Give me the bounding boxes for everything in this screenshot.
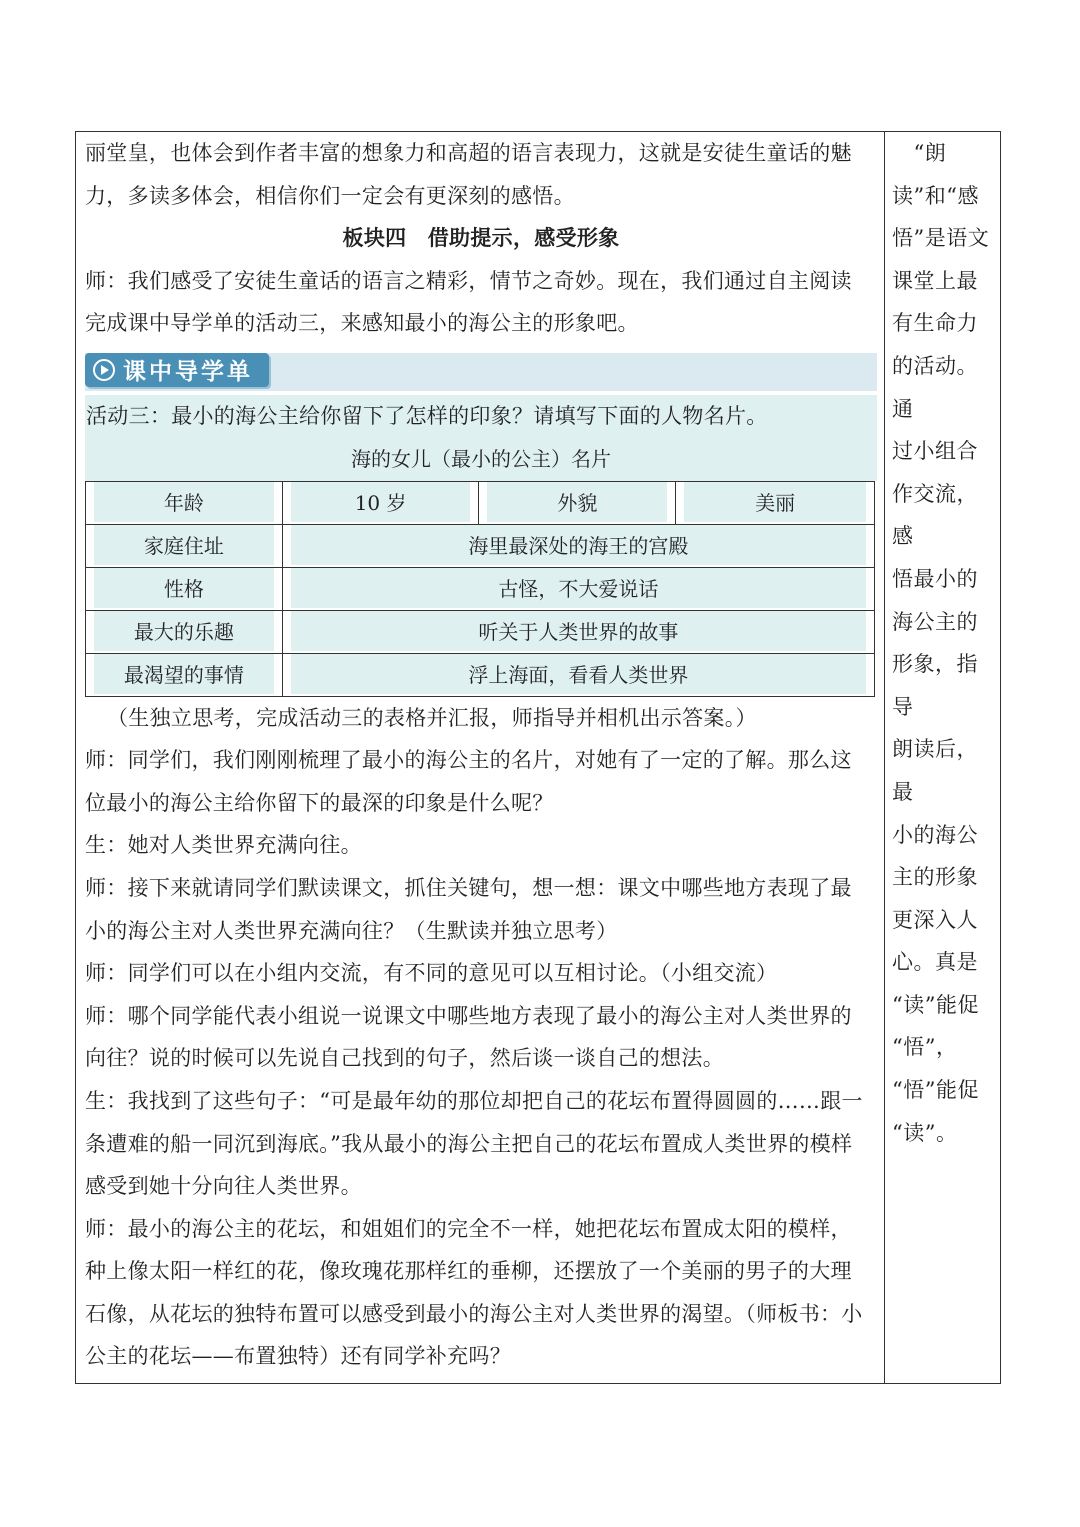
dialogue-line: 感受到她十分向往人类世界。 (85, 1174, 362, 1199)
intro-line-1: 丽堂皇，也体会到作者丰富的想象力和高超的语言表现力，这就是安徒生童话的魅 (85, 141, 852, 165)
section-heading: 板块四 借助提示，感受形象 (342, 225, 620, 251)
play-circle-icon (93, 359, 115, 381)
side-commentary-column (892, 132, 994, 1154)
card-title: 海的女儿（最小的公主）名片 (351, 446, 611, 471)
table-cell-label: 年龄 (86, 481, 283, 524)
table-cell-label: 最大的乐趣 (86, 610, 283, 653)
dialogue-line: 公主的花坛——布置独特）还有同学补充吗？ (85, 1344, 511, 1369)
table-cell-label: 最渴望的事情 (86, 653, 283, 696)
side-note-line: “悟”， (892, 1035, 958, 1060)
guide-banner (85, 353, 877, 391)
side-note-line: 海公主的 (892, 609, 978, 634)
side-note-line: 的活动。通 (892, 353, 978, 421)
side-note-line: “读”能促 (892, 992, 979, 1017)
side-note-line: 朗读后，最 (892, 737, 978, 804)
table-row (86, 524, 875, 567)
side-note-line: 悟最小的 (892, 566, 978, 591)
side-note-line: 心。真是 (892, 950, 978, 975)
teacher-intro-line-2: 完成课中导学单的活动三，来感知最小的海公主的形象吧。 (85, 311, 639, 336)
column-divider (884, 131, 885, 1384)
dialogue-block (85, 739, 877, 1378)
main-column (85, 132, 877, 1378)
table-cell-label: 性格 (86, 567, 283, 610)
character-card-table (85, 481, 875, 697)
side-note-line: 更深入人 (892, 907, 978, 932)
table-cell-label: 外貌 (479, 481, 676, 524)
table-row (86, 610, 875, 653)
table-cell-value: 浮上海面，看看人类世界 (282, 653, 874, 696)
side-note-line: 形象，指导 (892, 652, 978, 719)
side-note-line: 读”和“感 (892, 183, 979, 208)
dialogue-line: 生：我找到了这些句子：“可是最年幼的那位却把自己的花坛布置得圆圆的……跟一 (85, 1088, 863, 1113)
table-cell-label: 家庭住址 (86, 524, 283, 567)
dialogue-line: 生：她对人类世界充满向往。 (85, 833, 362, 858)
table-row (86, 481, 875, 524)
side-note-line: “朗 (892, 141, 947, 165)
table-cell-value: 10 岁 (282, 481, 479, 524)
dialogue-line: 师：同学们可以在小组内交流，有不同的意见可以互相讨论。（小组交流） (85, 961, 778, 986)
guide-banner-tag (85, 353, 269, 387)
table-cell-value: 古怪，不大爱说话 (282, 567, 874, 610)
dialogue-line: 师：哪个同学能代表小组说一说课文中哪些地方表现了最小的海公主对人类世界的 (85, 1003, 852, 1028)
table-row (86, 653, 875, 696)
dialogue-line: 种上像太阳一样红的花，像玫瑰花那样红的垂柳，还摆放了一个美丽的男子的大理 (85, 1259, 852, 1284)
activity-three-block (85, 395, 877, 481)
intro-line-2: 力，多读多体会，相信你们一定会有更深刻的感悟。 (85, 183, 575, 208)
side-note-line: 悟”是语文 (892, 226, 990, 251)
side-note-line: “读”。 (892, 1120, 958, 1145)
dialogue-line: 条遭难的船一同沉到海底。”我从最小的海公主把自己的花坛布置成人类世界的模样 (85, 1131, 853, 1156)
activity-note: （生独立思考，完成活动三的表格并汇报，师指导并相机出示答案。） (107, 705, 757, 730)
side-note-line: 有生命力 (892, 311, 978, 336)
dialogue-line: 师：最小的海公主的花坛，和姐姐们的完全不一样，她把花坛布置成太阳的模样， (85, 1216, 852, 1241)
guide-banner-label: 课中导学单 (123, 358, 253, 386)
side-note-line: 课堂上最 (892, 268, 978, 293)
side-note-line: “悟”能促 (892, 1078, 979, 1103)
side-note-line: 过小组合 (892, 439, 978, 464)
dialogue-line: 石像，从花坛的独特布置可以感受到最小的海公主对人类世界的渴望。（师板书：小 (85, 1301, 863, 1326)
side-note-line: 主的形象 (892, 865, 978, 890)
dialogue-line: 位最小的海公主给你留下的最深的印象是什么呢？ (85, 790, 554, 815)
dialogue-line: 师：接下来就请同学们默读课文，抓住关键句，想一想：课文中哪些地方表现了最 (85, 875, 852, 900)
table-cell-value: 美丽 (676, 481, 875, 524)
activity-prompt: 活动三：最小的海公主给你留下了怎样的印象？请填写下面的人物名片。 (86, 403, 768, 428)
teacher-intro-line-1: 师：我们感受了安徒生童话的语言之精彩，情节之奇妙。现在，我们通过自主阅读 (85, 268, 852, 293)
side-note-line: 小的海公 (892, 822, 978, 847)
dialogue-line: 师：同学们，我们刚刚梳理了最小的海公主的名片，对她有了一定的了解。那么这 (85, 748, 852, 773)
table-cell-value: 海里最深处的海王的宫殿 (282, 524, 874, 567)
dialogue-line: 小的海公主对人类世界充满向往？（生默读并独立思考） (85, 918, 618, 943)
table-cell-value: 听关于人类世界的故事 (282, 610, 874, 653)
table-row (86, 567, 875, 610)
side-note-line: 作交流，感 (892, 481, 978, 549)
dialogue-line: 向往？说的时候可以先说自己找到的句子，然后谈一谈自己的想法。 (85, 1046, 724, 1071)
